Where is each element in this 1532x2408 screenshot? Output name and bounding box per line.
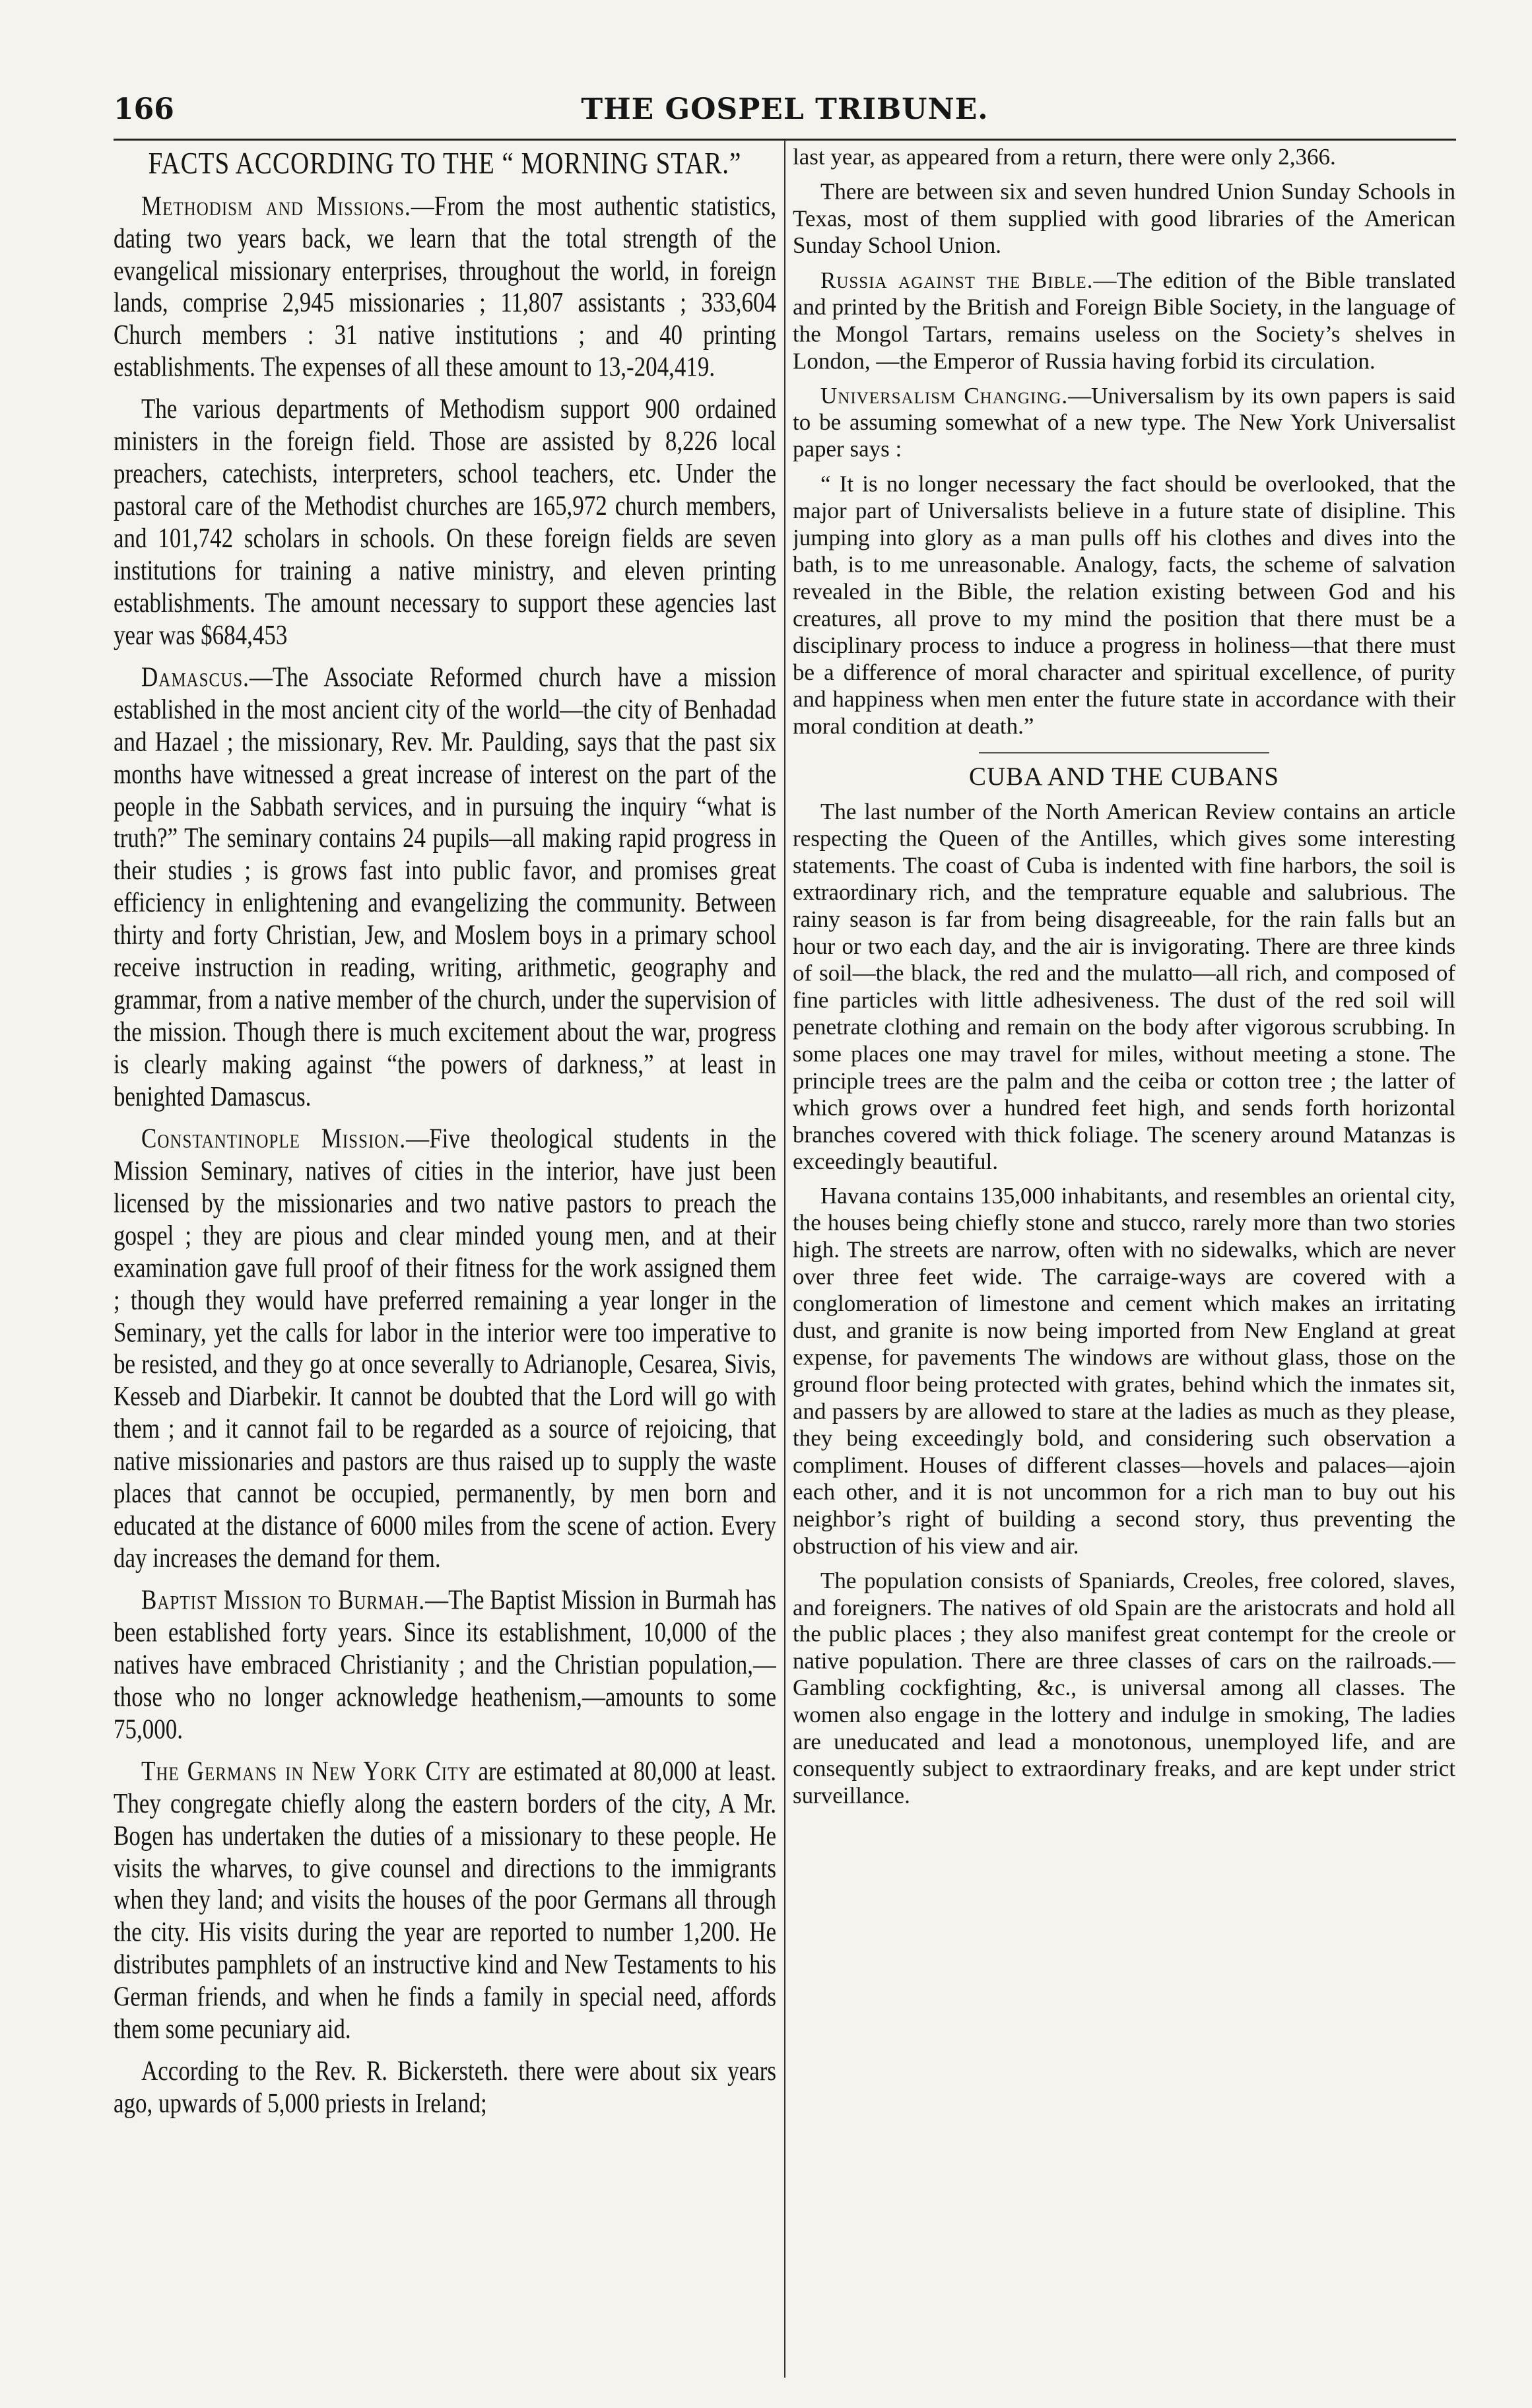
body-damascus: —The Associate Reformed church have a mission established in the most ancient city of the world—the city of Benhadad and Hazael ; the missionary, Rev. Mr. Paulding, says that the past six months have witnessed a great increase of interest on the part of the people in the Sabbath services, and in pursuing the inquiry “what is truth?” The seminary contains 24 pupils—all making rapid progress in their studies ; is grows fast into public favor, and promises great efficiency in enlightening and evangelizing the community. Between thirty and forty Christian, Jew, and Moslem boys in a primary school receive instruction in reading, writing, arithmetic, geography and grammar, from a native member of the church, under the supervision of the mission. Though there is much excitement about the war, progress is clearly making against “the powers of darkness,” at least in benighted Damascus. <box>114 661 776 1112</box>
paragraph-departments: The various departments of Methodism support 900 ordained ministers in the foreign field. Those are assisted by 8,226 local preachers, catechists, interpreters, school teachers, etc. Under the pastoral care of the Methodist churches are 165,972 church members, and 101,742 scholars in schools. On these foreign fields are seven institutions for training a native ministry, and eleven printing establishments. The amount necessary to support these agencies last year was $684,453 <box>114 393 776 651</box>
lead-russia: Russia against the Bible. <box>820 267 1094 293</box>
body-burmah: —The Baptist Mission in Burmah has been established forty years. Since its establishment, 10,000 of the natives have embraced Christianity ; and the Christian population,—those who no longer acknowledge heathenism,—amounts to some 75,000. <box>114 1584 776 1745</box>
left-column <box>114 144 776 2382</box>
article-title-cuba: CUBA AND THE CUBANS <box>968 762 1280 791</box>
lead-constantinople: Constantinople Mission. <box>141 1123 407 1154</box>
section-divider <box>979 752 1269 753</box>
paragraph-cuba-2: Havana contains 135,000 inhabitants, and resembles an oriental city, the houses being chiefly stone and stucco, rarely more than two stories high. The streets are narrow, often with no sidewalks, which are never over three feet wide. The carraige-ways are covered with a conglomeration of limestone and cement which makes an irritating dust, and granite is now being imported from New England at great expense, for pavements The windows are without glass, those on the ground floor being protected with grates, behind which the inmates sit, and passers by are allowed to stare at the ladies as much as they please, they being exceedingly bold, and considering such observation a compliment. Houses of different classes—hovels and palaces—ajoin each other, and it is not uncommon for a rich man to buy out his neighbor’s right of building a second story, thus preventing the obstruction of his view and air. <box>793 1183 1455 1558</box>
paragraph-constantinople <box>114 1123 776 1575</box>
lead-universalism: Universalism Changing. <box>820 382 1069 409</box>
paragraph-methodism <box>114 191 776 385</box>
body-constantinople: —Five theological students in the Mission Seminary, natives of cities in the interior, have just been licensed by the missionaries and two native pastors to preach the gospel ; they are pious and clear minded young men, and at their examination gave full proof of their fitness for the work assigned them ; though they would have preferred remaining a year longer in the Seminary, yet the calls for labor in the interior were too imperative to be resisted, and they go at once severally to Adrianople, Cesarea, Sivis, Kesseb and Diarbekir. It cannot be doubted that the Lord will go with them ; and it cannot fail to be regarded as a source of rejoicing, that native missionaries and pastors are thus raised up to supply the waste places that cannot be occupied, permanently, by men born and educated at the distance of 6000 miles from the scene of action. Every day increases the demand for them. <box>114 1123 776 1574</box>
paragraph-damascus <box>114 661 776 1114</box>
lead-damascus: Damascus. <box>141 661 250 692</box>
right-column-text <box>793 144 1455 1809</box>
body-germans: are estimated at 80,000 at least. They congregate chiefly along the eastern borders of the city, A Mr. Bogen has undertaken the duties of a missionary to these people. He visits the wharves, to give counsel and directions to the immigrants when they land; and visits the houses of the poor Germans all through the city. His visits during the year are reported to number 1,200. He distributes pamphlets of an instructive kind and New Testaments to his German friends, and when he finds a family in special need, affords them some pecuniary aid. <box>114 1755 776 2045</box>
article-title-morning-star: FACTS ACCORDING TO THE “ MORNING STAR.” <box>148 147 742 181</box>
paragraph-germans <box>114 1755 776 2046</box>
paragraph-texas: There are between six and seven hundred Union Sunday Schools in Texas, most of them supplied with good libraries of the American Sunday School Union. <box>793 178 1455 258</box>
page-header <box>114 92 1456 133</box>
paragraph-universalism <box>793 383 1455 463</box>
paragraph-cuba-3: The population consists of Spaniards, Creoles, free colored, slaves, and foreigners. The natives of old Spain are the aristocrats and hold all the public places ; they also manifest great contempt for the creole or native population. There are three classes of cars on the railroads.—Gambling cockfighting, &c., is universal among all classes. The women also engage in the lottery and indulge in smoking, The ladies are uneducated and lead a monotonous, unemployed life, and are consequently subject to extraordinary freaks, and are kept under strict surveillance. <box>793 1567 1455 1809</box>
lead-methodism: Methodism and Missions. <box>141 190 411 222</box>
universalist-quote: “ It is no longer necessary the fact should be overlooked, that the major part of Universalists believe in a future state of disipline. This jumping into glory as a man pulls off his clothes and dives into the bath, is to me unreasonable. Analogy, facts, the scheme of salvation revealed in the Bible, the relation existing between God and his creatures, all prove to my mind the position that there must be a disciplinary process to induce a progress in holiness—that there must be a difference of moral character and spiritual excellence, of purity and happiness when men enter the future state in accordance with their moral condition at death.” <box>793 471 1455 739</box>
paragraph-ireland: According to the Rev. R. Bickersteth. there were about six years ago, upwards of 5,000 priests in Ireland; <box>114 2056 776 2119</box>
paragraph-burmah <box>114 1585 776 1747</box>
body-universalism: —Universalism by its own papers is said to be assuming somewhat of a new type. The New York Universalist paper says : <box>793 382 1455 462</box>
left-column-text <box>114 147 776 2120</box>
paragraph-ireland-continued: last year, as appeared from a return, there were only 2,366. <box>793 144 1336 170</box>
column-rule <box>784 140 785 2378</box>
body-russia: —The edition of the Bible translated and printed by the British and Foreign Bible Society, in the language of the Mongol Tartars, remains useless on the Society’s shelves in London, —the Emperor of Russia having forbid its circulation. <box>793 267 1455 374</box>
lead-burmah: Baptist Mission to Burmah. <box>141 1584 426 1616</box>
lead-germans: The Germans in New York City <box>141 1755 471 1787</box>
paragraph-cuba-1: The last number of the North American Review contains an article respecting the Queen of the Antilles, which gives some interesting statements. The coast of Cuba is indented with fine harbors, the soil is extraordinary rich, and the temprature equable and salubrious. The rainy season is far from being disagreeable, for the rain falls but an hour or two each day, and the air is invigorating. There are three kinds of soil—the black, the red and the mulatto—all rich, and composed of fine particles with little adhesiveness. The dust of the red soil will penetrate clothing and remain on the body after vigorous scrubbing. In some places one may travel for miles, without meeting a stone. The principle trees are the palm and the ceiba or cotton tree ; the latter of which grows over a hundred feet high, and sends forth horizontal branches covered with thick foliage. The scenery around Matanzas is exceedingly beautiful. <box>793 799 1455 1174</box>
running-title: THE GOSPEL TRIBUNE. <box>581 92 989 126</box>
right-column <box>793 144 1455 2382</box>
paragraph-russia <box>793 267 1455 375</box>
body-methodism: —From the most authentic statistics, dating two years back, we learn that the total strength of the evangelical missionary enterprises, throughout the world, in foreign lands, comprise 2,945 missionaries ; 11,807 assistants ; 333,604 Church members : 31 native institutions ; and 40 printing establishments. The expenses of all these amount to 13,-204,419. <box>114 190 776 383</box>
page-number: 166 <box>114 92 174 126</box>
